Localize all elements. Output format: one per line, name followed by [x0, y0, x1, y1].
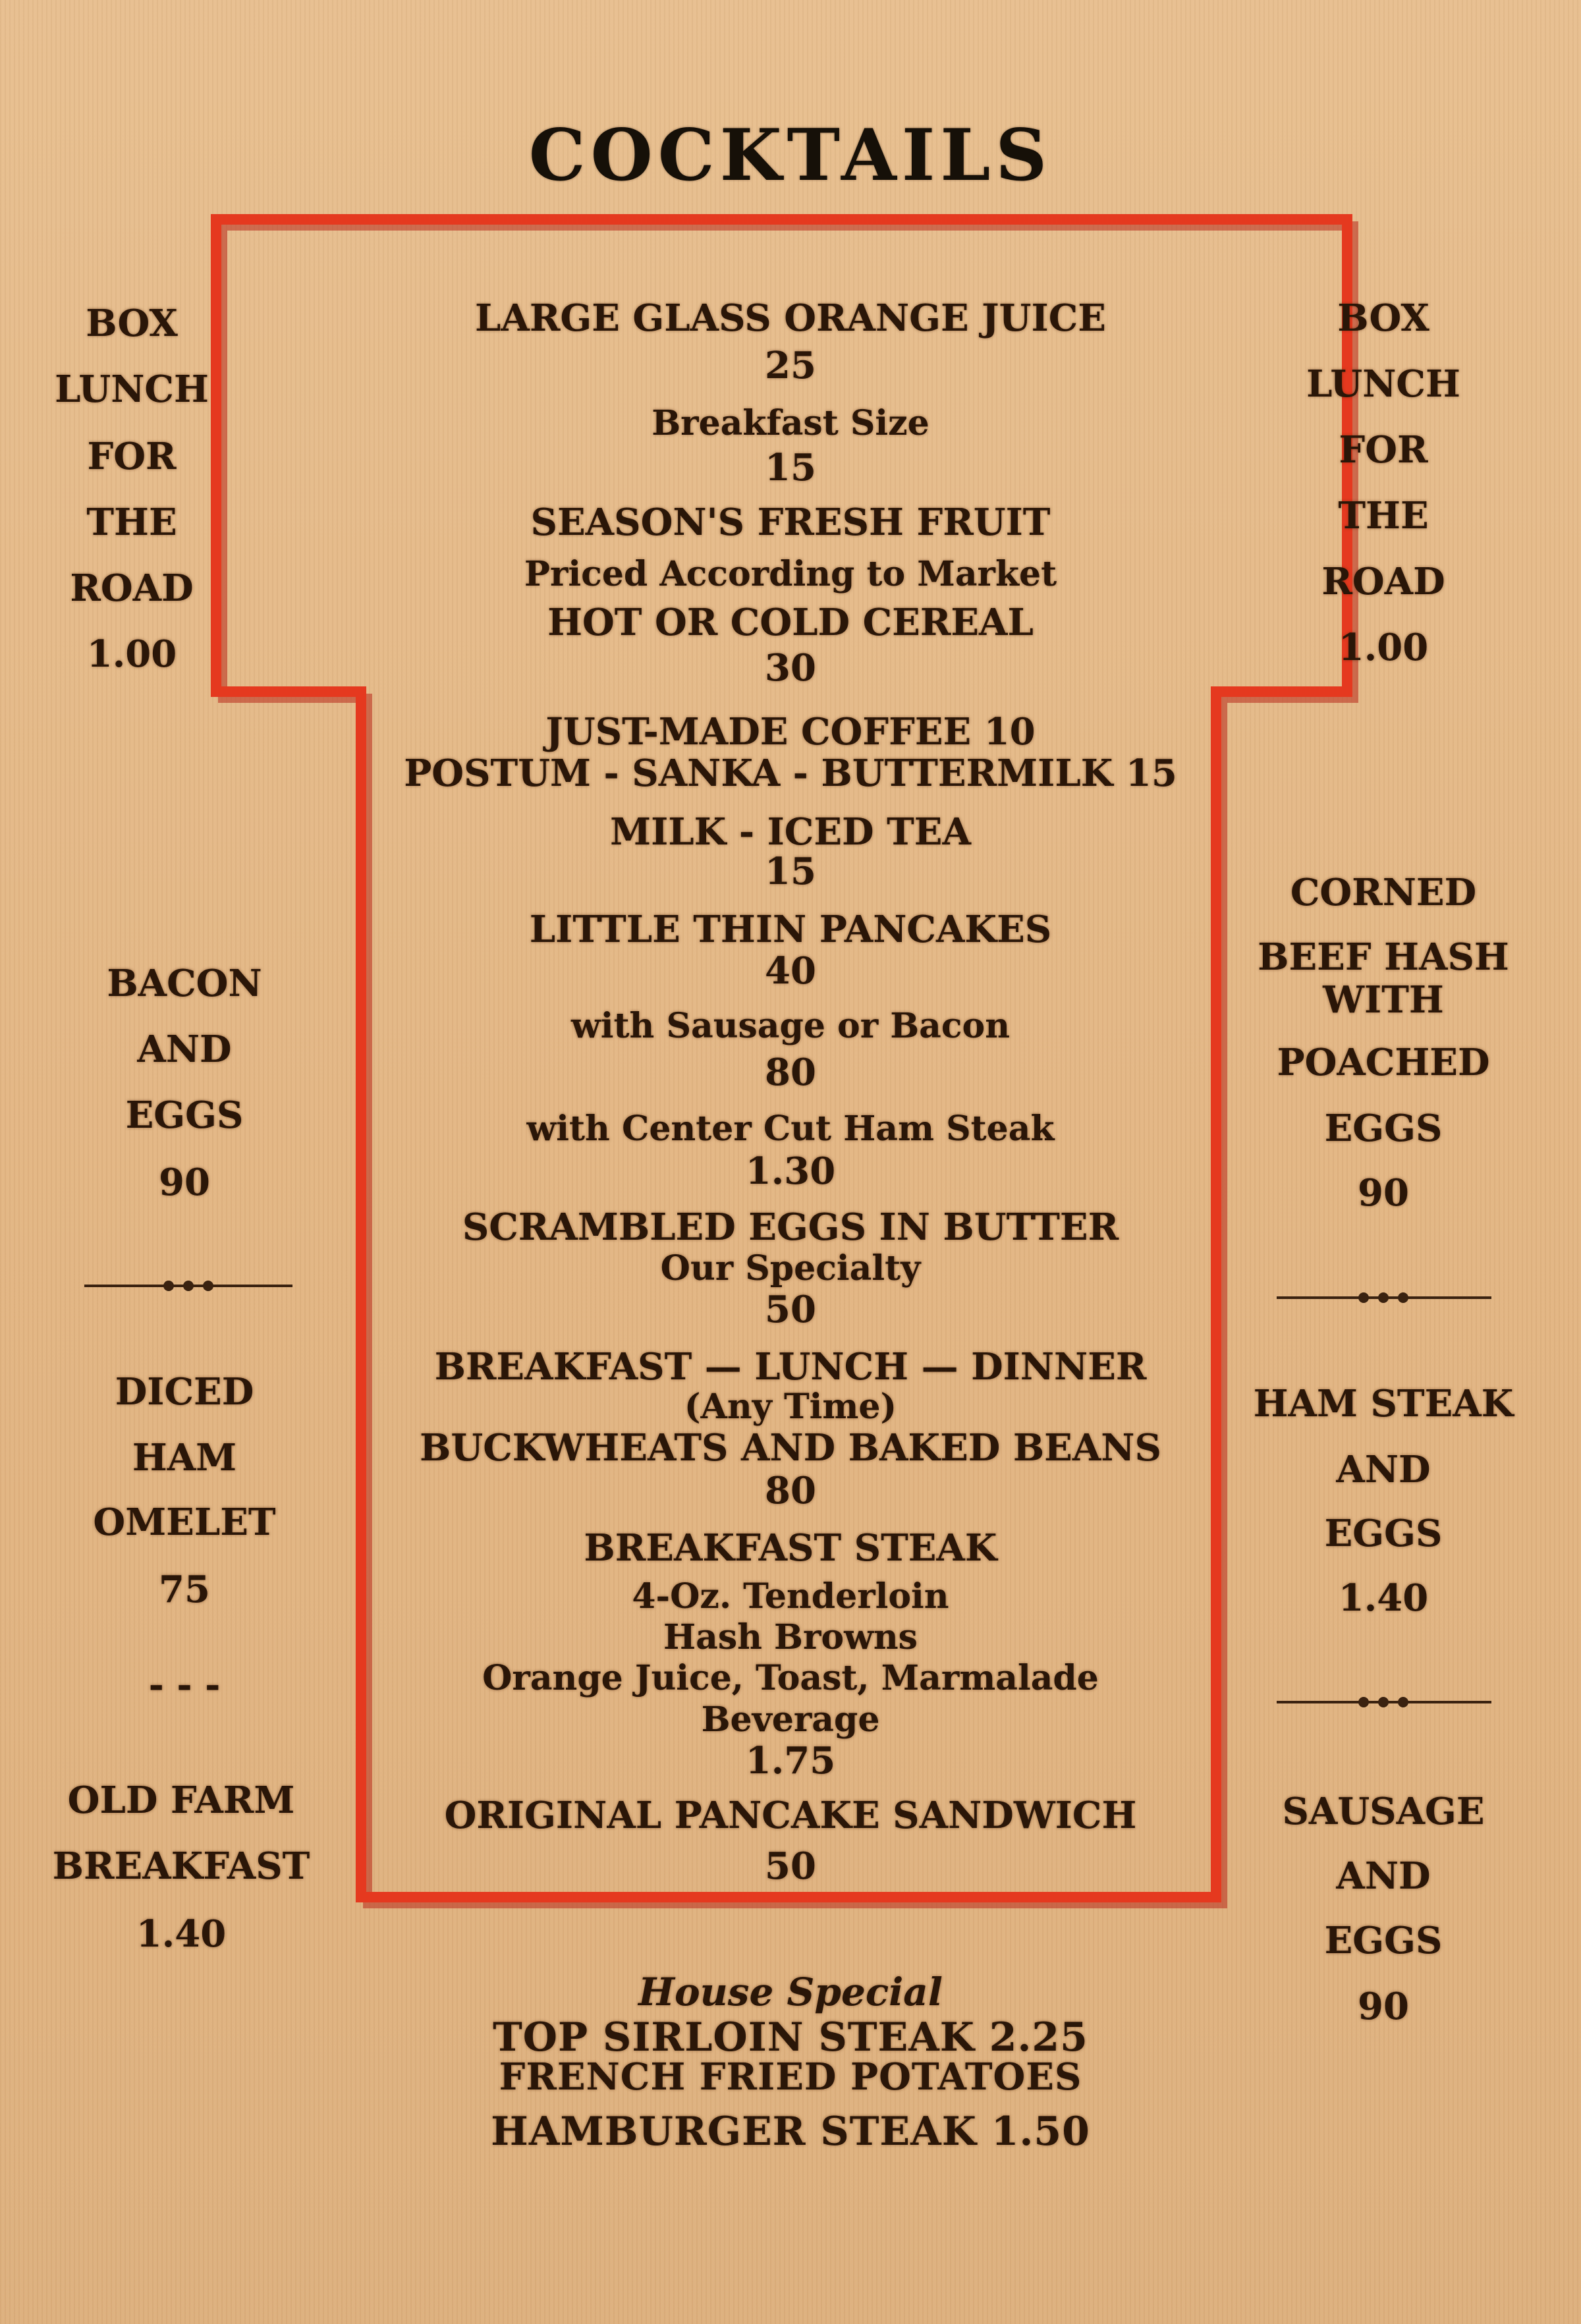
- price-cereal: 30: [765, 646, 816, 690]
- item-any-time: (Any Time): [684, 1387, 897, 1427]
- left-box-lunch-3: FOR: [87, 435, 177, 478]
- item-any-meal: BREAKFAST — LUNCH — DINNER: [434, 1345, 1147, 1389]
- left-box-lunch-1: BOX: [86, 302, 178, 345]
- right-corned-5: EGGS: [1324, 1107, 1443, 1150]
- price-breakfast-size: 15: [765, 446, 816, 489]
- left-omelet-price: 75: [159, 1568, 210, 1611]
- right-sausage-price: 90: [1358, 1985, 1409, 2028]
- right-ham-steak-3: EGGS: [1324, 1512, 1443, 1555]
- price-sausage-bacon: 80: [765, 1051, 816, 1094]
- item-coffee: JUST-MADE COFFEE 10: [545, 710, 1036, 754]
- right-corned-4: POACHED: [1277, 1041, 1490, 1084]
- right-box-lunch-1: BOX: [1337, 296, 1429, 340]
- item-cereal: HOT OR COLD CEREAL: [547, 601, 1034, 644]
- price-pancakes: 40: [765, 949, 816, 993]
- left-box-lunch-2: LUNCH: [55, 368, 209, 411]
- left-dashes: - - -: [148, 1663, 221, 1707]
- price-milk-tea: 15: [765, 850, 816, 893]
- item-beverage: Beverage: [701, 1700, 880, 1740]
- right-sausage-1: SAUSAGE: [1282, 1790, 1485, 1833]
- left-old-farm-1: OLD FARM: [67, 1779, 295, 1822]
- item-breakfast-size: Breakfast Size: [652, 403, 929, 443]
- house-special-label: House Special: [638, 1970, 943, 2014]
- right-ham-steak-2: AND: [1336, 1448, 1431, 1491]
- item-ham-steak: with Center Cut Ham Steak: [526, 1109, 1055, 1149]
- item-sausage-bacon: with Sausage or Bacon: [571, 1006, 1010, 1046]
- left-bacon-price: 90: [159, 1161, 210, 1204]
- price-scrambled-eggs: 50: [765, 1288, 816, 1331]
- right-corned-1: CORNED: [1290, 871, 1477, 914]
- right-box-lunch-price: 1.00: [1338, 626, 1429, 669]
- left-omelet-1: DICED: [115, 1370, 254, 1414]
- item-pancakes: LITTLE THIN PANCAKES: [529, 908, 1052, 951]
- right-corned-price: 90: [1358, 1171, 1409, 1215]
- house-special-fries: FRENCH FRIED POTATOES: [499, 2055, 1082, 2099]
- house-special-sirloin: TOP SIRLOIN STEAK 2.25: [493, 2014, 1088, 2061]
- left-old-farm-2: BREAKFAST: [52, 1844, 310, 1888]
- item-postum: POSTUM - SANKA - BUTTERMILK 15: [404, 752, 1177, 795]
- left-omelet-2: HAM: [132, 1436, 237, 1480]
- right-corned-2: BEEF HASH: [1258, 935, 1509, 979]
- right-corned-3: WITH: [1323, 978, 1444, 1022]
- price-buckwheats: 80: [765, 1469, 816, 1512]
- item-breakfast-steak: BREAKFAST STEAK: [584, 1526, 997, 1570]
- right-divider-1: [1277, 1296, 1491, 1299]
- item-fruit-note: Priced According to Market: [524, 554, 1057, 594]
- right-box-lunch-4: THE: [1338, 494, 1429, 538]
- left-box-lunch-5: ROAD: [70, 567, 194, 610]
- item-buckwheats: BUCKWHEATS AND BAKED BEANS: [420, 1426, 1161, 1470]
- left-bacon-2: AND: [137, 1028, 232, 1071]
- price-breakfast-steak: 1.75: [745, 1739, 836, 1783]
- left-bacon-3: EGGS: [125, 1093, 244, 1137]
- left-box-lunch-4: THE: [86, 501, 177, 544]
- right-box-lunch-3: FOR: [1339, 428, 1428, 472]
- left-bacon-1: BACON: [107, 962, 262, 1005]
- price-ham-steak: 1.30: [745, 1149, 836, 1193]
- menu-title: COCKTAILS: [528, 114, 1053, 197]
- item-orange-juice: LARGE GLASS ORANGE JUICE: [475, 296, 1106, 340]
- price-pancake-sandwich: 50: [765, 1844, 816, 1888]
- right-box-lunch-2: LUNCH: [1306, 362, 1460, 406]
- item-fresh-fruit: SEASON'S FRESH FRUIT: [530, 501, 1051, 544]
- left-box-lunch-price: 1.00: [86, 632, 177, 676]
- item-specialty: Our Specialty: [660, 1248, 921, 1288]
- right-sausage-3: EGGS: [1324, 1919, 1443, 1962]
- item-tenderloin: 4-Oz. Tenderloin: [632, 1576, 949, 1617]
- left-divider-1: [84, 1285, 292, 1287]
- item-milk-tea: MILK - ICED TEA: [610, 810, 971, 854]
- right-box-lunch-5: ROAD: [1321, 560, 1445, 603]
- item-hash-browns: Hash Browns: [663, 1617, 918, 1657]
- left-old-farm-price: 1.40: [136, 1912, 227, 1956]
- right-ham-steak-price: 1.40: [1338, 1576, 1429, 1620]
- left-omelet-3: OMELET: [93, 1501, 276, 1544]
- item-oj-toast: Orange Juice, Toast, Marmalade: [482, 1658, 1099, 1698]
- price-orange-juice: 25: [765, 344, 816, 387]
- item-scrambled-eggs: SCRAMBLED EGGS IN BUTTER: [462, 1205, 1119, 1249]
- right-divider-2: [1277, 1701, 1491, 1703]
- house-special-hamburger: HAMBURGER STEAK 1.50: [491, 2109, 1090, 2155]
- item-pancake-sandwich: ORIGINAL PANCAKE SANDWICH: [444, 1794, 1137, 1837]
- right-sausage-2: AND: [1336, 1854, 1431, 1898]
- right-ham-steak-1: HAM STEAK: [1253, 1382, 1514, 1425]
